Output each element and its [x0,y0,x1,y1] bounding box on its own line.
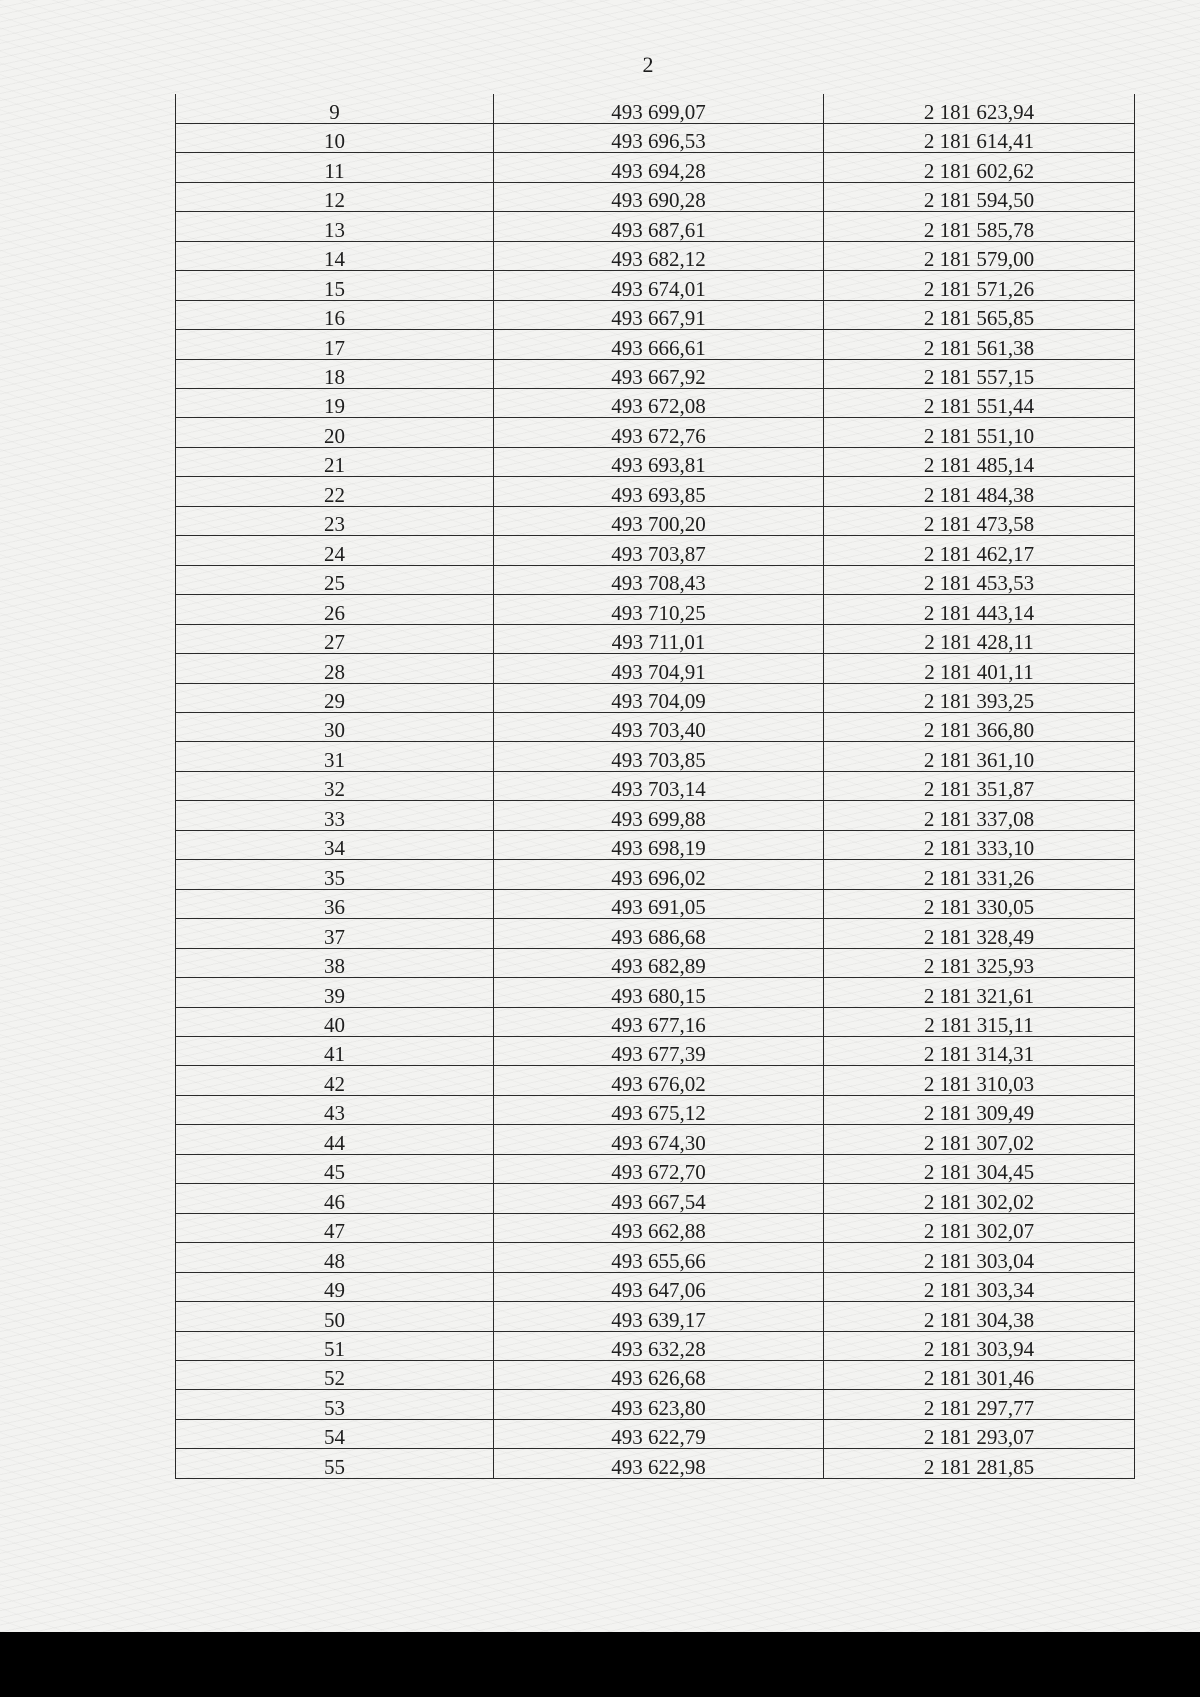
table-row [176,1037,1135,1066]
y-coordinate-cell: 2 181 351,87 [824,771,1135,800]
y-coordinate-cell: 2 181 331,26 [824,860,1135,889]
table-row [176,153,1135,182]
x-coordinate-cell: 493 698,19 [494,830,824,859]
y-coordinate-cell: 2 181 366,80 [824,713,1135,742]
table-row [176,1184,1135,1213]
y-coordinate-cell: 2 181 304,45 [824,1154,1135,1183]
table-row [176,1007,1135,1036]
x-coordinate-cell: 493 710,25 [494,595,824,624]
point-number-cell: 51 [176,1331,494,1360]
point-number-cell: 31 [176,742,494,771]
point-number-cell: 28 [176,654,494,683]
table-row [176,359,1135,388]
point-number-cell: 15 [176,271,494,300]
point-number-cell: 24 [176,536,494,565]
x-coordinate-cell: 493 687,61 [494,212,824,241]
x-coordinate-cell: 493 655,66 [494,1243,824,1272]
x-coordinate-cell: 493 647,06 [494,1272,824,1301]
x-coordinate-cell: 493 623,80 [494,1390,824,1419]
y-coordinate-cell: 2 181 579,00 [824,241,1135,270]
x-coordinate-cell: 493 703,14 [494,771,824,800]
y-coordinate-cell: 2 181 485,14 [824,447,1135,476]
y-coordinate-cell: 2 181 302,07 [824,1213,1135,1242]
point-number-cell: 10 [176,123,494,152]
page-number: 2 [642,52,654,77]
y-coordinate-cell: 2 181 328,49 [824,919,1135,948]
table-row [176,801,1135,830]
coordinates-table-body [176,94,1135,1478]
point-number-cell: 34 [176,830,494,859]
table-row [176,1302,1135,1331]
x-coordinate-cell: 493 632,28 [494,1331,824,1360]
table-row [176,212,1135,241]
x-coordinate-cell: 493 676,02 [494,1066,824,1095]
x-coordinate-cell: 493 672,70 [494,1154,824,1183]
x-coordinate-cell: 493 639,17 [494,1302,824,1331]
x-coordinate-cell: 493 699,88 [494,801,824,830]
x-coordinate-cell: 493 622,98 [494,1449,824,1478]
x-coordinate-cell: 493 674,30 [494,1125,824,1154]
table-row [176,123,1135,152]
y-coordinate-cell: 2 181 602,62 [824,153,1135,182]
y-coordinate-cell: 2 181 304,38 [824,1302,1135,1331]
y-coordinate-cell: 2 181 302,02 [824,1184,1135,1213]
point-number-cell: 53 [176,1390,494,1419]
point-number-cell: 27 [176,624,494,653]
point-number-cell: 22 [176,477,494,506]
x-coordinate-cell: 493 690,28 [494,182,824,211]
point-number-cell: 23 [176,506,494,535]
point-number-cell: 16 [176,300,494,329]
point-number-cell: 48 [176,1243,494,1272]
table-row [176,182,1135,211]
table-row [176,889,1135,918]
x-coordinate-cell: 493 667,91 [494,300,824,329]
point-number-cell: 50 [176,1302,494,1331]
x-coordinate-cell: 493 680,15 [494,978,824,1007]
y-coordinate-cell: 2 181 301,46 [824,1360,1135,1389]
point-number-cell: 35 [176,860,494,889]
table-row [176,830,1135,859]
y-coordinate-cell: 2 181 281,85 [824,1449,1135,1478]
table-row [176,271,1135,300]
x-coordinate-cell: 493 675,12 [494,1095,824,1124]
point-number-cell: 20 [176,418,494,447]
x-coordinate-cell: 493 666,61 [494,330,824,359]
x-coordinate-cell: 493 674,01 [494,271,824,300]
y-coordinate-cell: 2 181 614,41 [824,123,1135,152]
x-coordinate-cell: 493 622,79 [494,1419,824,1448]
y-coordinate-cell: 2 181 551,44 [824,389,1135,418]
x-coordinate-cell: 493 694,28 [494,153,824,182]
table-row [176,477,1135,506]
x-coordinate-cell: 493 711,01 [494,624,824,653]
point-number-cell: 14 [176,241,494,270]
y-coordinate-cell: 2 181 453,53 [824,565,1135,594]
y-coordinate-cell: 2 181 303,34 [824,1272,1135,1301]
y-coordinate-cell: 2 181 473,58 [824,506,1135,535]
y-coordinate-cell: 2 181 393,25 [824,683,1135,712]
point-number-cell: 30 [176,713,494,742]
point-number-cell: 45 [176,1154,494,1183]
point-number-cell: 38 [176,948,494,977]
table-row [176,595,1135,624]
x-coordinate-cell: 493 626,68 [494,1360,824,1389]
y-coordinate-cell: 2 181 401,11 [824,654,1135,683]
y-coordinate-cell: 2 181 293,07 [824,1419,1135,1448]
x-coordinate-cell: 493 677,39 [494,1037,824,1066]
x-coordinate-cell: 493 699,07 [494,94,824,123]
point-number-cell: 21 [176,447,494,476]
point-number-cell: 33 [176,801,494,830]
x-coordinate-cell: 493 703,40 [494,713,824,742]
point-number-cell: 55 [176,1449,494,1478]
x-coordinate-cell: 493 693,81 [494,447,824,476]
y-coordinate-cell: 2 181 551,10 [824,418,1135,447]
table-row [176,713,1135,742]
point-number-cell: 42 [176,1066,494,1095]
y-coordinate-cell: 2 181 315,11 [824,1007,1135,1036]
point-number-cell: 52 [176,1360,494,1389]
table-row [176,1243,1135,1272]
y-coordinate-cell: 2 181 330,05 [824,889,1135,918]
table-row [176,1419,1135,1448]
y-coordinate-cell: 2 181 561,38 [824,330,1135,359]
x-coordinate-cell: 493 708,43 [494,565,824,594]
x-coordinate-cell: 493 696,53 [494,123,824,152]
x-coordinate-cell: 493 693,85 [494,477,824,506]
x-coordinate-cell: 493 704,09 [494,683,824,712]
point-number-cell: 25 [176,565,494,594]
y-coordinate-cell: 2 181 333,10 [824,830,1135,859]
table-row [176,1095,1135,1124]
table-row [176,241,1135,270]
x-coordinate-cell: 493 672,08 [494,389,824,418]
table-row [176,389,1135,418]
point-number-cell: 43 [176,1095,494,1124]
y-coordinate-cell: 2 181 309,49 [824,1095,1135,1124]
point-number-cell: 32 [176,771,494,800]
y-coordinate-cell: 2 181 307,02 [824,1125,1135,1154]
y-coordinate-cell: 2 181 585,78 [824,212,1135,241]
y-coordinate-cell: 2 181 310,03 [824,1066,1135,1095]
table-row [176,1154,1135,1183]
point-number-cell: 26 [176,595,494,624]
x-coordinate-cell: 493 682,12 [494,241,824,270]
y-coordinate-cell: 2 181 297,77 [824,1390,1135,1419]
x-coordinate-cell: 493 677,16 [494,1007,824,1036]
point-number-cell: 49 [176,1272,494,1301]
point-number-cell: 13 [176,212,494,241]
x-coordinate-cell: 493 696,02 [494,860,824,889]
x-coordinate-cell: 493 667,54 [494,1184,824,1213]
point-number-cell: 19 [176,389,494,418]
point-number-cell: 37 [176,919,494,948]
y-coordinate-cell: 2 181 303,94 [824,1331,1135,1360]
x-coordinate-cell: 493 686,68 [494,919,824,948]
table-row [176,683,1135,712]
point-number-cell: 47 [176,1213,494,1242]
y-coordinate-cell: 2 181 623,94 [824,94,1135,123]
y-coordinate-cell: 2 181 428,11 [824,624,1135,653]
table-row [176,1066,1135,1095]
x-coordinate-cell: 493 691,05 [494,889,824,918]
point-number-cell: 39 [176,978,494,1007]
table-row [176,1390,1135,1419]
y-coordinate-cell: 2 181 462,17 [824,536,1135,565]
point-number-cell: 9 [176,94,494,123]
y-coordinate-cell: 2 181 314,31 [824,1037,1135,1066]
point-number-cell: 12 [176,182,494,211]
table-row [176,94,1135,123]
table-row [176,1272,1135,1301]
y-coordinate-cell: 2 181 594,50 [824,182,1135,211]
y-coordinate-cell: 2 181 321,61 [824,978,1135,1007]
x-coordinate-cell: 493 703,85 [494,742,824,771]
x-coordinate-cell: 493 667,92 [494,359,824,388]
table-row [176,1360,1135,1389]
y-coordinate-cell: 2 181 557,15 [824,359,1135,388]
x-coordinate-cell: 493 700,20 [494,506,824,535]
table-row [176,1331,1135,1360]
x-coordinate-cell: 493 703,87 [494,536,824,565]
point-number-cell: 44 [176,1125,494,1154]
table-row [176,1449,1135,1478]
point-number-cell: 36 [176,889,494,918]
point-number-cell: 54 [176,1419,494,1448]
y-coordinate-cell: 2 181 565,85 [824,300,1135,329]
x-coordinate-cell: 493 682,89 [494,948,824,977]
y-coordinate-cell: 2 181 303,04 [824,1243,1135,1272]
table-row [176,1213,1135,1242]
point-number-cell: 46 [176,1184,494,1213]
x-coordinate-cell: 493 704,91 [494,654,824,683]
y-coordinate-cell: 2 181 443,14 [824,595,1135,624]
table-row [176,418,1135,447]
table-row [176,860,1135,889]
table-row [176,330,1135,359]
table-row [176,300,1135,329]
table-row [176,1125,1135,1154]
table-row [176,742,1135,771]
y-coordinate-cell: 2 181 325,93 [824,948,1135,977]
x-coordinate-cell: 493 662,88 [494,1213,824,1242]
table-row [176,447,1135,476]
table-row [176,771,1135,800]
point-number-cell: 17 [176,330,494,359]
y-coordinate-cell: 2 181 337,08 [824,801,1135,830]
table-row [176,536,1135,565]
coordinates-table [175,94,1135,1479]
table-row [176,948,1135,977]
point-number-cell: 29 [176,683,494,712]
x-coordinate-cell: 493 672,76 [494,418,824,447]
point-number-cell: 11 [176,153,494,182]
y-coordinate-cell: 2 181 361,10 [824,742,1135,771]
point-number-cell: 40 [176,1007,494,1036]
table-row [176,919,1135,948]
table-row [176,565,1135,594]
table-row [176,624,1135,653]
table-row [176,654,1135,683]
table-row [176,978,1135,1007]
point-number-cell: 41 [176,1037,494,1066]
point-number-cell: 18 [176,359,494,388]
table-row [176,506,1135,535]
y-coordinate-cell: 2 181 571,26 [824,271,1135,300]
y-coordinate-cell: 2 181 484,38 [824,477,1135,506]
